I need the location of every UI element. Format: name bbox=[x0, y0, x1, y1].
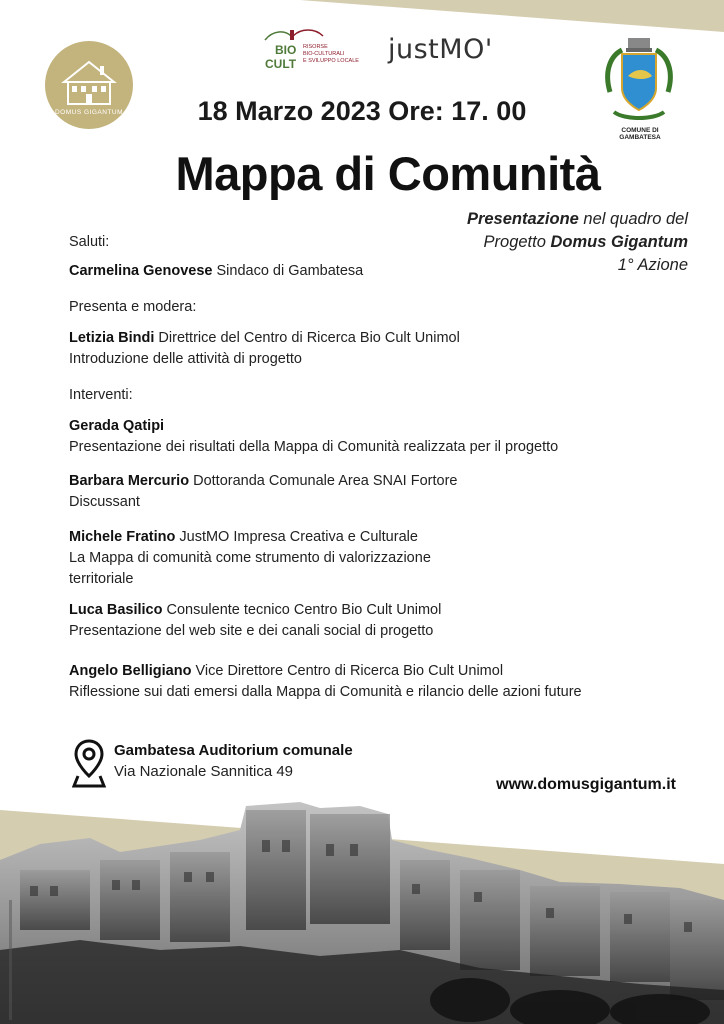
biocult-logo bbox=[263, 26, 363, 72]
svg-text:RISORSE: RISORSE bbox=[303, 44, 328, 50]
speaker-topic: Presentazione dei risultati della Mappa di Comunità realizzata per il progetto bbox=[69, 439, 559, 455]
project-label: Progetto bbox=[483, 233, 551, 251]
speaker-role: JustMO Impresa Creativa e Culturale bbox=[175, 529, 418, 545]
speaker-name: Carmelina Genovese bbox=[69, 263, 213, 279]
speaker-qatipi bbox=[69, 416, 164, 436]
event-title: Mappa di Comunità bbox=[175, 147, 601, 200]
svg-text:CULT: CULT bbox=[265, 57, 297, 71]
justmo-logo: justMO' bbox=[388, 34, 493, 65]
svg-text:BIO: BIO bbox=[275, 43, 297, 57]
presentation-text: nel quadro del bbox=[578, 210, 688, 228]
location-pin-icon bbox=[72, 738, 106, 788]
speaker-name: Angelo Belligiano bbox=[69, 663, 192, 679]
svg-text:BIO-CULTURALI: BIO-CULTURALI bbox=[303, 51, 345, 57]
speaker-mercurio bbox=[69, 471, 457, 491]
svg-text:E SVILUPPO LOCALE: E SVILUPPO LOCALE bbox=[303, 58, 359, 64]
speaker-basilico bbox=[69, 600, 441, 620]
speaker-name: Luca Basilico bbox=[69, 602, 163, 618]
modera-speaker bbox=[69, 328, 460, 348]
speaker-name: Michele Fratino bbox=[69, 529, 176, 545]
speaker-name: Letizia Bindi bbox=[69, 330, 155, 346]
speaker-topic-cont: territoriale bbox=[69, 571, 134, 587]
saluti-speaker bbox=[69, 261, 363, 281]
event-date-time: 18 Marzo 2023 Ore: 17. 00 bbox=[197, 96, 527, 126]
speaker-role: Dottoranda Comunale Area SNAI Fortore bbox=[189, 473, 458, 489]
gambatesa-caption: COMUNE DI GAMBATESA bbox=[619, 127, 661, 141]
saluti-label: Saluti: bbox=[69, 234, 110, 250]
presentation-note bbox=[467, 208, 688, 277]
modera-label: Presenta e modera: bbox=[69, 299, 197, 315]
venue-name: Gambatesa Auditorium comunale bbox=[114, 742, 353, 759]
action-label: 1° Azione bbox=[617, 256, 688, 274]
speaker-belligiano bbox=[69, 661, 503, 681]
presentation-bold: Presentazione bbox=[466, 210, 579, 228]
modera-topic: Introduzione delle attività di progetto bbox=[69, 351, 302, 367]
speaker-topic: La Mappa di comunità come strumento di valorizzazione bbox=[69, 550, 431, 566]
speaker-name: Barbara Mercurio bbox=[69, 473, 190, 489]
town-photo bbox=[0, 800, 724, 1024]
speaker-role: Consulente tecnico Centro Bio Cult Unimol bbox=[162, 602, 442, 618]
domus-logo-text: DOMUS GIGANTUM bbox=[54, 109, 124, 116]
side-credit-mark bbox=[6, 900, 16, 1020]
speaker-role: Sindaco di Gambatesa bbox=[212, 263, 364, 279]
speaker-role: Direttrice del Centro di Ricerca Bio Cult Unimol bbox=[154, 330, 460, 346]
speaker-name: Gerada Qatipi bbox=[69, 418, 165, 434]
website-link[interactable]: www.domusgigantum.it bbox=[496, 776, 676, 793]
interventi-label: Interventi: bbox=[69, 387, 133, 403]
project-name: Domus Gigantum bbox=[550, 233, 688, 251]
speaker-topic: Riflessione sui dati emersi dalla Mappa di Comunità e rilancio delle azioni future bbox=[69, 684, 582, 700]
venue-address: Via Nazionale Sannitica 49 bbox=[114, 763, 294, 780]
speaker-role: Vice Direttore Centro di Ricerca Bio Cult Unimol bbox=[191, 663, 504, 679]
speaker-fratino bbox=[69, 527, 418, 547]
speaker-topic: Presentazione del web site e dei canali social di progetto bbox=[69, 623, 434, 639]
speaker-topic: Discussant bbox=[69, 494, 140, 510]
